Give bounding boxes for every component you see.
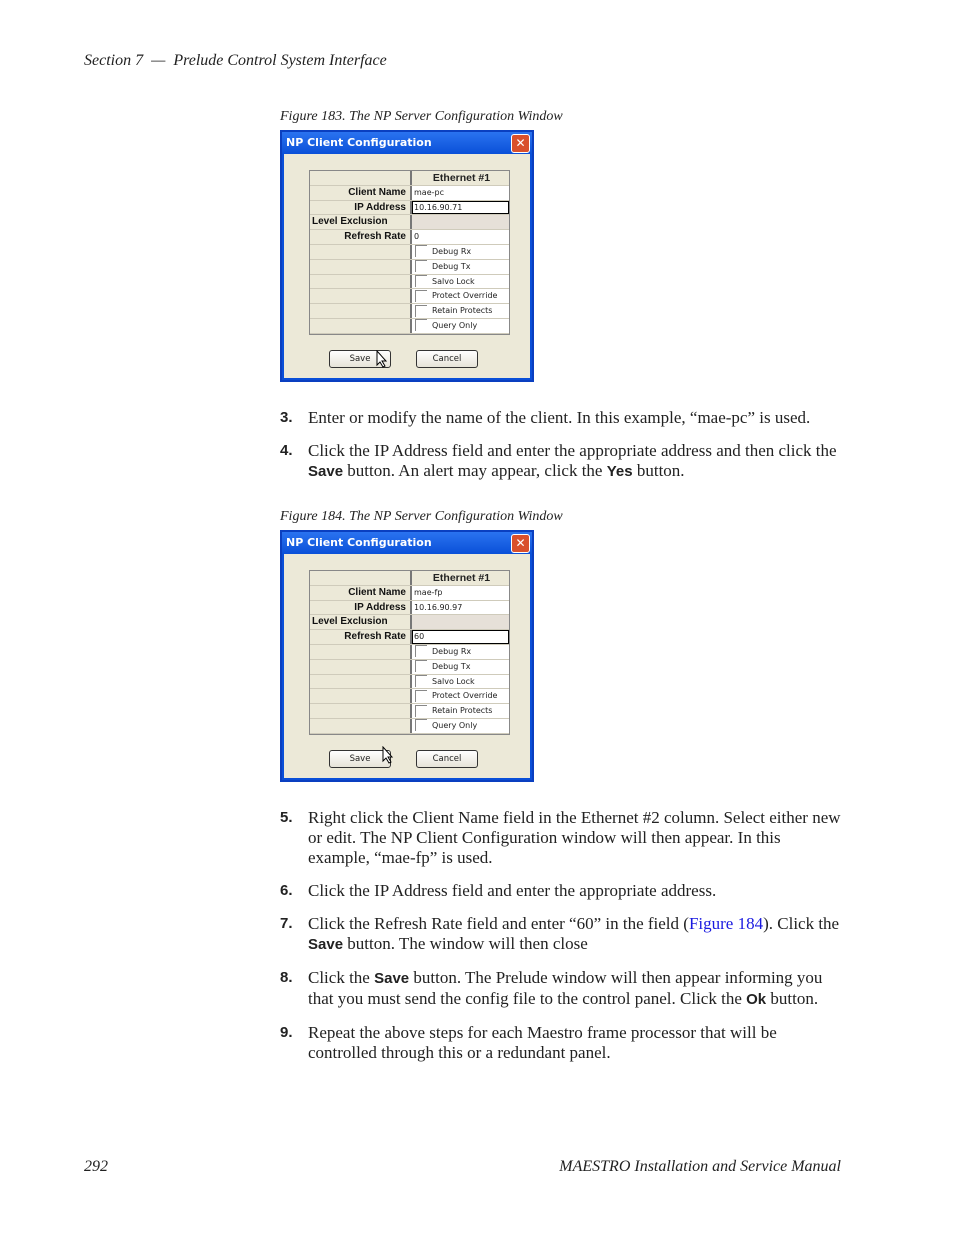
column-header: Ethernet #1 <box>412 571 509 585</box>
checkbox-row <box>310 275 509 290</box>
mouse-cursor-icon <box>382 746 394 764</box>
section-label: Section 7 <box>84 52 144 69</box>
checkbox[interactable] <box>415 260 427 272</box>
empty-label <box>310 289 412 303</box>
checkbox-cell[interactable] <box>412 245 509 259</box>
corner-cell <box>310 171 412 185</box>
content-column <box>280 108 842 1063</box>
step-text: Right click the Client Name field in the Ethernet #2 column. Select either new or edit. The NP Client Configuration window will then appear. In this example, “mae-fp” is used. <box>308 808 841 867</box>
checkbox-row <box>310 719 509 734</box>
field-label: Level Exclusion <box>310 215 412 229</box>
field-input[interactable]: 10.16.90.71 <box>412 201 509 215</box>
step-6 <box>280 881 842 901</box>
step-text: Click the IP Address field and enter the appropriate address and then click the <box>308 441 837 460</box>
step-text: Click the Refresh Rate field and enter “60” in the field ( <box>308 914 689 933</box>
empty-label <box>310 660 412 674</box>
empty-label <box>310 689 412 703</box>
field-input[interactable]: 60 <box>412 630 509 644</box>
field-label: Refresh Rate <box>310 230 412 244</box>
np-client-config-window-184 <box>280 530 534 782</box>
checkbox[interactable] <box>415 319 427 331</box>
page-number: 292 <box>84 1158 108 1175</box>
field-input[interactable]: 0 <box>412 230 509 244</box>
field-input[interactable]: 10.16.90.97 <box>412 601 509 615</box>
figure-183-caption: Figure 183. The NP Server Configuration Window <box>280 109 563 124</box>
checkbox-row <box>310 704 509 719</box>
empty-label <box>310 304 412 318</box>
checkbox-row <box>310 289 509 304</box>
step-8 <box>280 968 842 1010</box>
column-header: Ethernet #1 <box>412 171 509 185</box>
figure-184-caption: Figure 184. The NP Server Configuration Window <box>280 509 563 524</box>
step-number: 4. <box>280 442 293 459</box>
empty-label <box>310 319 412 333</box>
close-icon[interactable]: ✕ <box>511 534 530 553</box>
checkbox[interactable] <box>415 660 427 672</box>
empty-label <box>310 719 412 733</box>
step-number: 5. <box>280 809 293 826</box>
step-text: button. The Prelude window will then appear informing you that you must send the config file to the control panel. Click the <box>308 968 823 1008</box>
window-title: NP Client Configuration <box>282 532 532 554</box>
empty-label <box>310 245 412 259</box>
checkbox-label: Retain Protects <box>432 306 493 316</box>
header-row <box>310 171 509 186</box>
save-keyword: Save <box>308 463 344 480</box>
empty-label <box>310 704 412 718</box>
step-text: button. An alert may appear, click the <box>343 461 607 480</box>
checkbox-cell[interactable] <box>412 689 509 703</box>
checkbox-cell[interactable] <box>412 660 509 674</box>
checkbox-row <box>310 319 509 334</box>
cancel-button[interactable]: Cancel <box>416 350 478 368</box>
empty-label <box>310 675 412 689</box>
field-input[interactable] <box>412 615 509 629</box>
field-row <box>310 630 509 645</box>
step-number: 7. <box>280 915 293 932</box>
checkbox-label: Debug Tx <box>432 661 471 671</box>
step-4 <box>280 441 842 482</box>
checkbox-row <box>310 260 509 275</box>
field-row <box>310 230 509 245</box>
manual-title: MAESTRO Installation and Service Manual <box>559 1158 841 1175</box>
step-5 <box>280 808 842 868</box>
checkbox-cell[interactable] <box>412 275 509 289</box>
checkbox-label: Debug Rx <box>432 246 472 256</box>
step-text: Repeat the above steps for each Maestro frame processor that will be controlled through this or a redundant panel. <box>308 1023 777 1062</box>
checkbox[interactable] <box>415 645 427 657</box>
empty-label <box>310 275 412 289</box>
step-text: Click the IP Address field and enter the appropriate address. <box>308 881 717 900</box>
field-row <box>310 615 509 630</box>
checkbox-row <box>310 645 509 660</box>
field-input[interactable] <box>412 215 509 229</box>
cancel-button[interactable]: Cancel <box>416 750 478 768</box>
checkbox[interactable] <box>415 305 427 317</box>
field-label: Client Name <box>310 186 412 200</box>
checkbox-label: Salvo Lock <box>432 276 475 286</box>
field-input[interactable]: mae-fp <box>412 586 509 600</box>
window-body <box>284 154 530 378</box>
checkbox-cell[interactable] <box>412 675 509 689</box>
save-keyword: Save <box>374 970 410 987</box>
step-3 <box>280 408 842 428</box>
checkbox-cell[interactable] <box>412 704 509 718</box>
field-row <box>310 586 509 601</box>
field-label: Client Name <box>310 586 412 600</box>
field-label: IP Address <box>310 601 412 615</box>
header-dash: — <box>151 52 166 69</box>
checkbox-label: Protect Override <box>432 291 498 301</box>
checkbox-label: Query Only <box>432 320 478 330</box>
checkbox[interactable] <box>415 675 427 687</box>
field-row <box>310 215 509 230</box>
field-row <box>310 186 509 201</box>
checkbox[interactable] <box>415 690 427 702</box>
checkbox-row <box>310 675 509 690</box>
step-9 <box>280 1023 842 1063</box>
step-number: 3. <box>280 409 293 426</box>
checkbox-row <box>310 660 509 675</box>
field-input[interactable]: mae-pc <box>412 186 509 200</box>
save-button[interactable]: Save <box>329 750 391 768</box>
checkbox[interactable] <box>415 275 427 287</box>
checkbox-cell[interactable] <box>412 304 509 318</box>
save-keyword: Save <box>308 936 344 953</box>
step-number: 9. <box>280 1024 293 1041</box>
window-body <box>284 554 530 778</box>
field-label: Refresh Rate <box>310 630 412 644</box>
checkbox-cell[interactable] <box>412 645 509 659</box>
section-title: Prelude Control System Interface <box>173 52 387 69</box>
header-row <box>310 571 509 586</box>
checkbox-label: Salvo Lock <box>432 676 475 686</box>
figure-184-link[interactable]: Figure 184 <box>688 914 764 933</box>
checkbox[interactable] <box>415 245 427 257</box>
checkbox-label: Retain Protects <box>432 706 493 716</box>
step-text: button. <box>632 461 685 480</box>
step-text: button. The window will then close <box>343 934 588 953</box>
checkbox-cell[interactable] <box>412 260 509 274</box>
empty-label <box>310 260 412 274</box>
yes-keyword: Yes <box>606 463 633 480</box>
checkbox-cell[interactable] <box>412 719 509 733</box>
config-grid <box>309 170 510 335</box>
step-text: Click the <box>308 968 375 987</box>
step-text: ). Click the <box>763 914 840 933</box>
field-label: Level Exclusion <box>310 615 412 629</box>
mouse-cursor-icon <box>376 350 388 368</box>
config-grid <box>309 570 510 735</box>
corner-cell <box>310 571 412 585</box>
checkbox-cell[interactable] <box>412 289 509 303</box>
step-7 <box>280 914 842 955</box>
field-row <box>310 601 509 616</box>
save-button[interactable]: Save <box>329 350 391 368</box>
running-header <box>84 52 387 70</box>
checkbox-row <box>310 245 509 260</box>
checkbox-label: Debug Rx <box>432 646 472 656</box>
step-text: button. <box>766 989 819 1008</box>
np-client-config-window-183 <box>280 130 534 382</box>
checkbox-cell[interactable] <box>412 319 509 333</box>
checkbox-label: Protect Override <box>432 691 498 701</box>
window-title: NP Client Configuration <box>282 132 532 154</box>
ok-keyword: Ok <box>746 991 767 1008</box>
checkbox-label: Query Only <box>432 720 478 730</box>
field-row <box>310 201 509 216</box>
step-number: 8. <box>280 969 293 986</box>
checkbox-row <box>310 304 509 319</box>
empty-label <box>310 645 412 659</box>
step-number: 6. <box>280 882 293 899</box>
checkbox-label: Debug Tx <box>432 261 471 271</box>
step-text: Enter or modify the name of the client. In this example, “mae-pc” is used. <box>308 408 811 427</box>
close-icon[interactable]: ✕ <box>511 134 530 153</box>
checkbox[interactable] <box>415 719 427 731</box>
checkbox-row <box>310 689 509 704</box>
checkbox[interactable] <box>415 290 427 302</box>
checkbox[interactable] <box>415 705 427 717</box>
field-label: IP Address <box>310 201 412 215</box>
